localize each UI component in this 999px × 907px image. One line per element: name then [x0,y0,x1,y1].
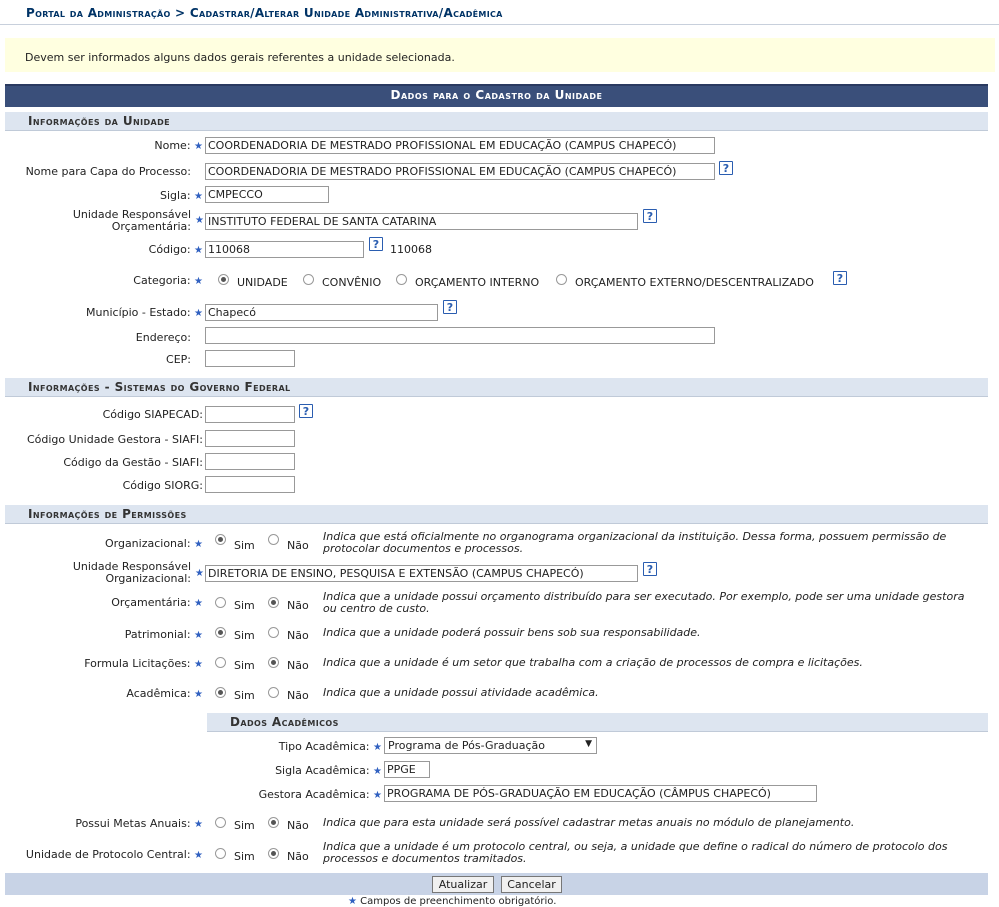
metas-nao-radio[interactable] [268,817,279,828]
sigla-label: Sigla: ★ [160,189,203,202]
unid-resp-orc-label: Unidade Responsável Orçamentária: [72,208,191,233]
siapecad-label: Código SIAPECAD: [102,408,203,421]
gestora-acad-label: Gestora Acadêmica: ★ [258,788,382,801]
categoria-option-label: ORÇAMENTO EXTERNO/DESCENTRALIZADO [575,276,814,289]
required-icon: ★ [373,766,382,777]
academica-label: Acadêmica: ★ [126,687,203,700]
required-icon: ★ [194,850,203,861]
chevron-down-icon: ▼ [585,739,592,749]
organizacional-desc: Indica que está oficialmente no organograma organizacional da instituição. Dessa forma, possuem permissão de protocolar documentos e processos. [323,530,947,555]
tipo-acad-label: Tipo Acadêmica: ★ [278,740,382,753]
tipo-acad-select[interactable]: Programa de Pós-Graduação ▼ [384,737,597,754]
nao-label: Não [287,850,309,863]
categoria-radio-orc-externo[interactable] [556,274,567,285]
required-icon: ★ [194,819,203,830]
info-message-text: Devem ser informados alguns dados gerais referentes a unidade selecionada. [25,51,455,64]
patrimonial-desc: Indica que a unidade poderá possuir bens sob sua responsabilidade. [323,626,701,639]
codigo-label: Código: ★ [148,243,203,256]
form-title: Dados para o Cadastro da Unidade [5,84,988,107]
categoria-radio-unidade[interactable] [218,274,229,285]
cancelar-button[interactable]: Cancelar [501,876,562,893]
protocolo-nao-radio[interactable] [268,848,279,859]
button-bar [5,873,988,895]
categoria-option-label: ORÇAMENTO INTERNO [415,276,540,289]
required-icon: ★ [373,742,382,753]
help-icon[interactable]: ? [719,161,733,175]
cep-input[interactable] [205,350,295,367]
academica-sim-radio[interactable] [215,687,226,698]
municipio-label: Município - Estado: ★ [86,306,203,319]
academica-nao-radio[interactable] [268,687,279,698]
formula-nao-radio[interactable] [268,657,279,668]
unid-resp-org-input[interactable]: DIRETORIA DE ENSINO, PESQUISA E EXTENSÃO (CAMPUS CHAPECÓ) [205,565,638,582]
categoria-option-label: CONVÊNIO [322,276,382,289]
required-icon: ★ [194,659,203,670]
sim-label: Sim [234,850,255,863]
help-icon[interactable]: ? [643,209,657,223]
required-icon: ★ [194,308,203,319]
ug-siafi-label: Código Unidade Gestora - SIAFI: [26,433,203,446]
required-icon: ★ [195,215,204,226]
nao-label: Não [287,599,309,612]
help-icon[interactable]: ? [369,237,383,251]
required-icon: ★ [194,141,203,152]
help-icon[interactable]: ? [643,562,657,576]
patrimonial-sim-radio[interactable] [215,627,226,638]
sim-label: Sim [234,629,255,642]
siorg-input[interactable] [205,476,295,493]
nao-label: Não [287,539,309,552]
sim-label: Sim [234,539,255,552]
sim-label: Sim [234,689,255,702]
codigo-display: 110068 [390,243,432,256]
formula-label: Formula Licitações: ★ [84,657,203,670]
organizacional-sim-radio[interactable] [215,534,226,545]
required-icon: ★ [194,245,203,256]
required-icon: ★ [194,598,203,609]
required-icon: ★ [194,539,203,550]
codigo-input[interactable]: 110068 [205,241,364,258]
gestora-acad-input[interactable]: PROGRAMA DE PÓS-GRADUAÇÃO EM EDUCAÇÃO (CÂMPUS CHAPECÓ) [384,785,817,802]
organizacional-nao-radio[interactable] [268,534,279,545]
unid-resp-org-label: Unidade Responsável Organizacional: [72,560,191,585]
help-icon[interactable]: ? [299,404,313,418]
formula-desc: Indica que a unidade é um setor que trabalha com a criação de processos de compra e licitações. [323,656,863,669]
info-message [5,38,995,72]
siapecad-input[interactable] [205,406,295,423]
endereco-label: Endereço: [135,331,191,344]
orcamentaria-nao-radio[interactable] [268,597,279,608]
sim-label: Sim [234,599,255,612]
nome-input[interactable]: COORDENADORIA DE MESTRADO PROFISSIONAL EM EDUCAÇÃO (CAMPUS CHAPECÓ) [205,137,715,154]
nome-label: Nome: ★ [154,139,203,152]
patrimonial-nao-radio[interactable] [268,627,279,638]
orcamentaria-label: Orçamentária: ★ [111,596,203,609]
categoria-radio-convenio[interactable] [303,274,314,285]
required-icon: ★ [373,790,382,801]
patrimonial-label: Patrimonial: ★ [124,628,203,641]
atualizar-button[interactable]: Atualizar [432,876,494,893]
sim-label: Sim [234,659,255,672]
sigla-acad-input[interactable]: PPGE [384,761,430,778]
nao-label: Não [287,659,309,672]
sim-label: Sim [234,819,255,832]
endereco-input[interactable] [205,327,715,344]
required-icon: ★ [194,689,203,700]
nao-label: Não [287,819,309,832]
gestao-siafi-input[interactable] [205,453,295,470]
required-icon: ★ [194,276,203,287]
sigla-acad-label: Sigla Acadêmica: ★ [275,764,382,777]
protocolo-label: Unidade de Protocolo Central: ★ [25,848,203,861]
categoria-option-label: UNIDADE [237,276,288,289]
metas-sim-radio[interactable] [215,817,226,828]
metas-label: Possui Metas Anuais: ★ [75,817,203,830]
siorg-label: Código SIORG: [122,479,203,492]
nome-capa-input[interactable]: COORDENADORIA DE MESTRADO PROFISSIONAL EM EDUCAÇÃO (CAMPUS CHAPECÓ) [205,163,715,180]
sigla-input[interactable]: CMPECCO [205,186,329,203]
gestao-siafi-label: Código da Gestão - SIAFI: [63,456,203,469]
ug-siafi-input[interactable] [205,430,295,447]
help-icon[interactable]: ? [443,300,457,314]
orcamentaria-sim-radio[interactable] [215,597,226,608]
metas-desc: Indica que para esta unidade será possível cadastrar metas anuais no módulo de planejamento. [323,816,855,829]
nome-capa-label: Nome para Capa do Processo: [25,165,191,178]
required-icon: ★ [194,630,203,641]
help-icon[interactable]: ? [833,271,847,285]
section-siafi: Informações - Sistemas do Governo Federal [5,378,988,397]
orcamentaria-desc: Indica que a unidade possui orçamento distribuído para ser executado. Por exemplo, pode ser uma unidade gestora ou centro de custo. [323,590,965,615]
formula-sim-radio[interactable] [215,657,226,668]
required-icon: ★ [194,191,203,202]
nao-label: Não [287,629,309,642]
protocolo-desc: Indica que a unidade é um protocolo central, ou seja, a unidade que define o radical do número de protocolo dos processos e documentos tramitados. [323,840,948,865]
breadcrumb: Portal da Administração > Cadastrar/Alterar Unidade Administrativa/Acadêmica [26,6,503,20]
unid-resp-orc-input[interactable]: INSTITUTO FEDERAL DE SANTA CATARINA [205,213,638,230]
required-icon: ★ [195,568,204,579]
section-academicos: Dados Acadêmicos [207,713,988,732]
categoria-radio-orc-interno[interactable] [396,274,407,285]
categoria-label: Categoria: ★ [133,274,203,287]
protocolo-sim-radio[interactable] [215,848,226,859]
nao-label: Não [287,689,309,702]
section-permissoes: Informações de Permissões [5,505,988,524]
required-icon: ★ [348,896,357,907]
required-note: ★ Campos de preenchimento obrigatório. [348,896,557,907]
organizacional-label: Organizacional: ★ [104,537,203,550]
breadcrumb-divider [0,24,999,25]
section-unidade: Informações da Unidade [5,112,988,131]
cep-label: CEP: [166,353,191,366]
academica-desc: Indica que a unidade possui atividade acadêmica. [323,686,599,699]
municipio-input[interactable]: Chapecó [205,304,438,321]
